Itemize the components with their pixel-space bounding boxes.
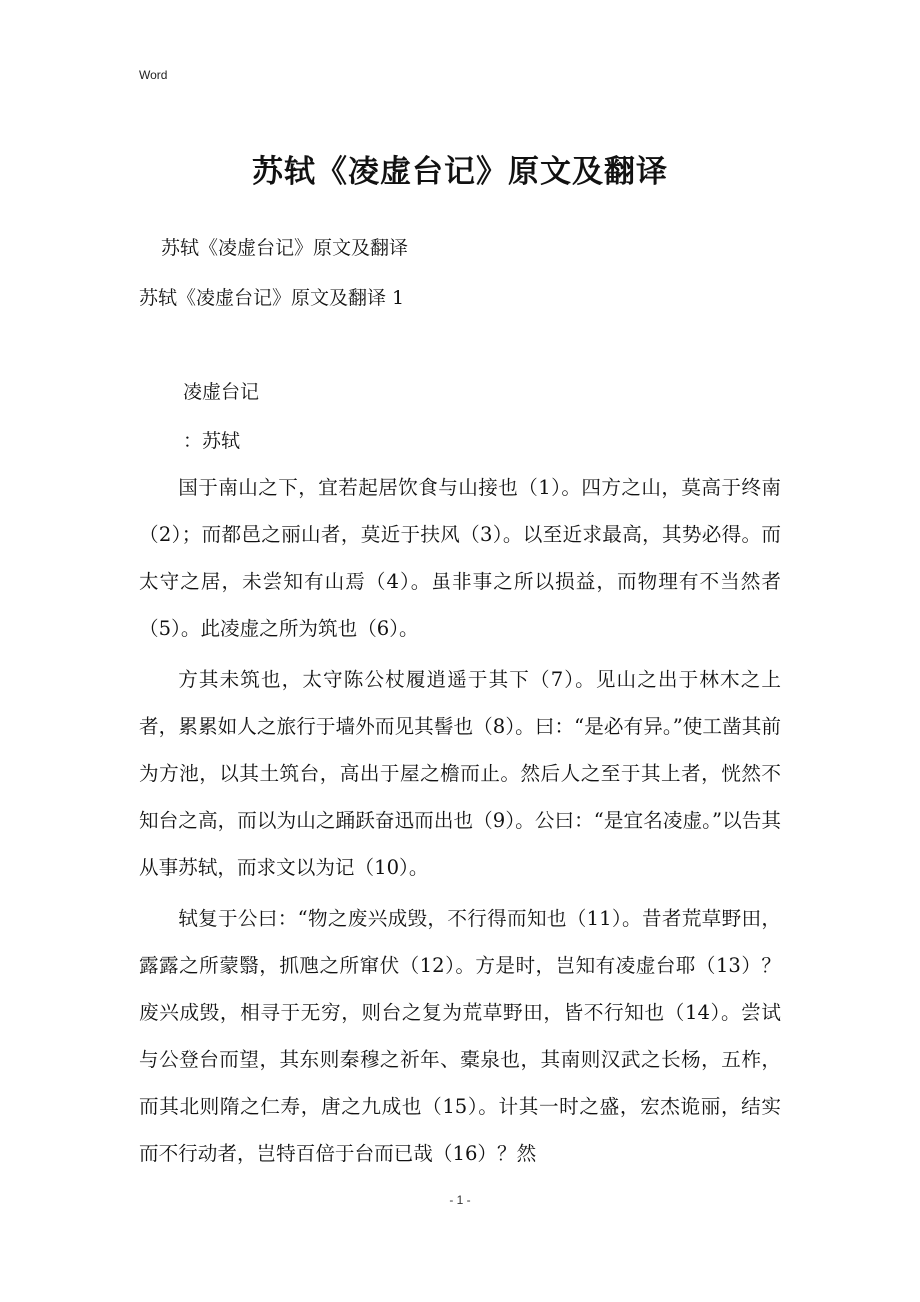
- page-number: - 1 -: [449, 1193, 471, 1207]
- author-line: ：苏轼: [183, 430, 241, 452]
- paragraph: 轼复于公曰：“物之废兴成毁，不行得而知也（11）。昔者荒草野田，露露之所蒙翳，抓虺之所窜伏（12）。方是时，岂知有凌虚台耶（13）？废兴成毁，相寻于无穷，则台之复为荒草野田，皆不行知也（14）。尝试与公登台而望，其东则秦穆之祈年、橐泉也，其南则汉武之长杨，五柞，而其北则隋之仁寿，唐之九成也（15）。计其一时之盛，宏杰诡丽，结实而不行动者，岂特百倍于台而已哉（16）？然: [139, 907, 781, 1165]
- paragraph: 国于南山之下，宜若起居饮食与山接也（1）。四方之山，莫高于终南（2）；而都邑之丽山者，莫近于扶风（3）。以至近求最高，其势必得。而太守之居，未尝知有山焉（4）。虽非事之所以损益，而物理有不当然者（5）。此凌虚之所为筑也（6）。: [139, 476, 781, 640]
- document-title: 苏轼《凌虚台记》原文及翻译: [252, 154, 668, 190]
- paragraph: 方其未筑也，太守陈公杖履逍遥于其下（7）。见山之出于林木之上者，累累如人之旅行于墙外而见其髻也（8）。曰：“是必有异。”使工凿其前为方池，以其土筑台，高出于屋之檐而止。然后人之至于其上者，恍然不知台之高，而以为山之踊跃奋迅而出也（9）。公曰：“是宜名凌虚。”以告其从事苏轼，而求文以为记（10）。: [139, 668, 781, 879]
- section-title: 苏轼《凌虚台记》原文及翻译 1: [139, 287, 405, 309]
- poem-title: 凌虚台记: [183, 381, 260, 403]
- header-label: Word: [139, 68, 168, 82]
- subtitle: 苏轼《凌虚台记》原文及翻译: [161, 237, 409, 259]
